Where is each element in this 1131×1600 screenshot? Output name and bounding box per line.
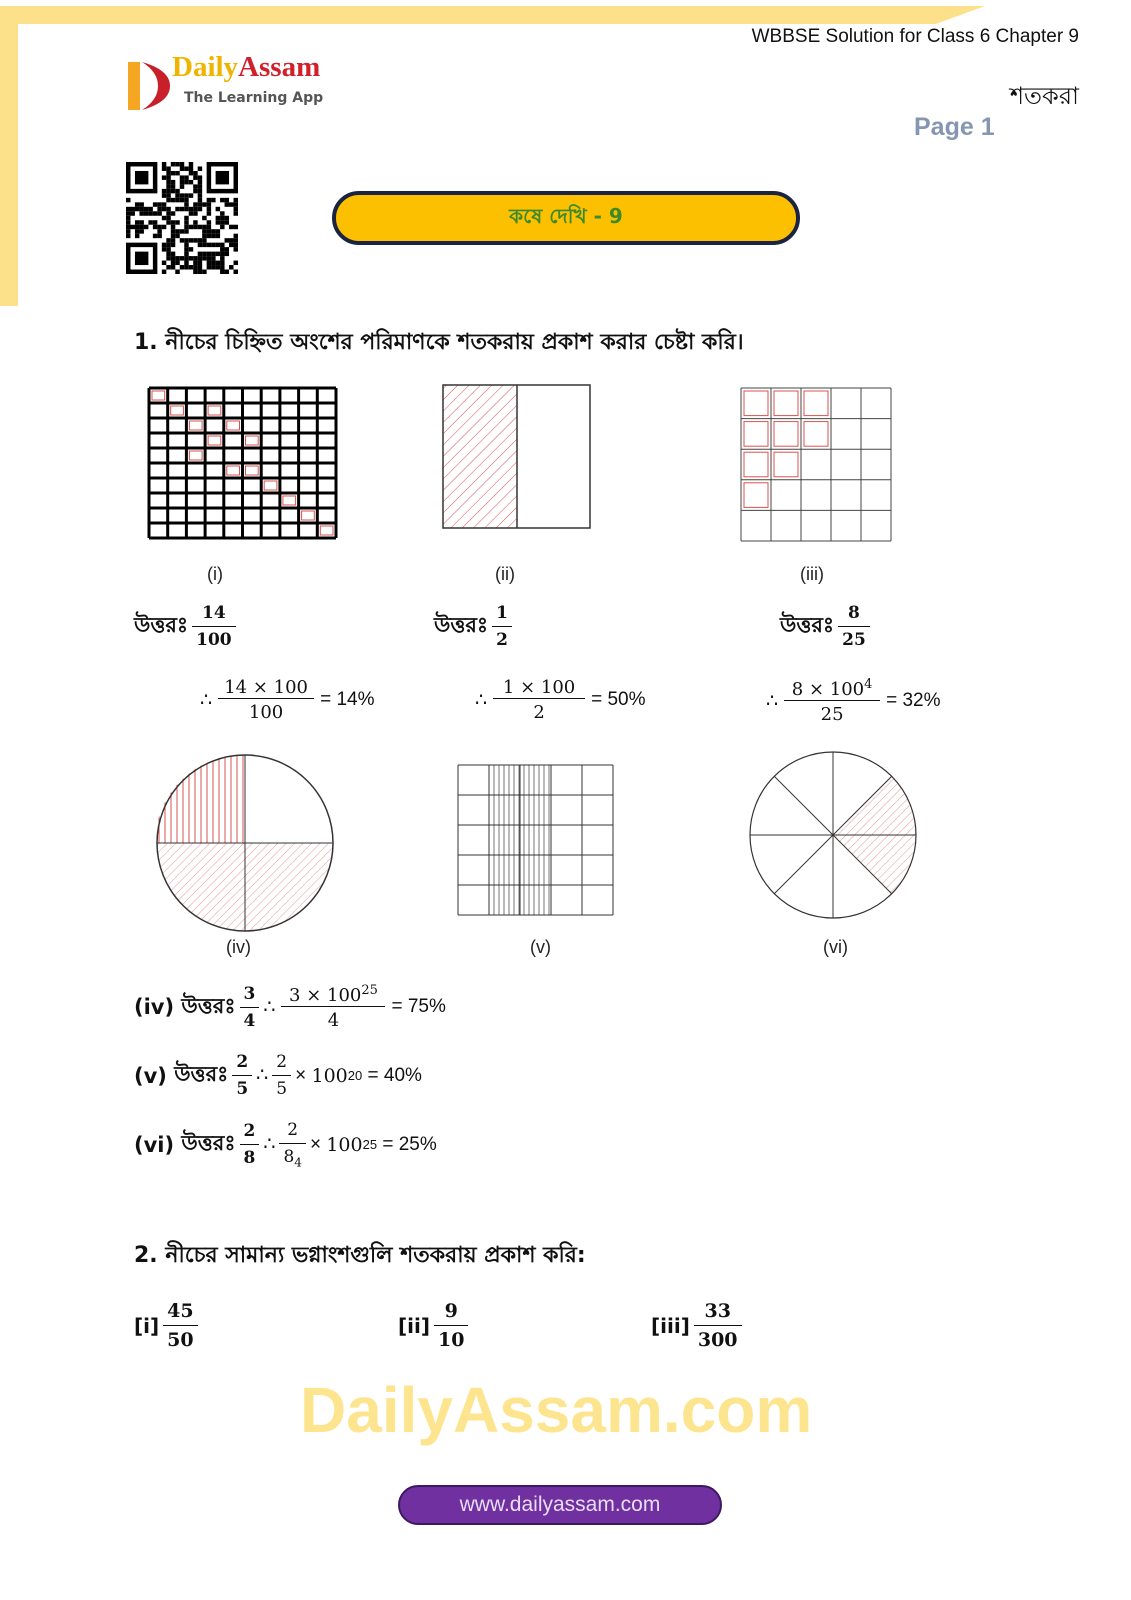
page-number: Page 1 [914, 113, 995, 141]
figure-label-iv: (iv) [226, 937, 251, 957]
watermark: DailyAssam.com [300, 1374, 813, 1446]
qr-code[interactable] [126, 162, 238, 274]
header-title: WBBSE Solution for Class 6 Chapter 9 [751, 26, 1079, 47]
section-title-banner: কষে দেখি - 9 [332, 191, 800, 245]
figure-vi-circle [746, 748, 920, 922]
figure-label-i: (i) [207, 564, 223, 584]
figure-i-grid [146, 385, 340, 541]
header-topic: শতকরা [1009, 82, 1079, 110]
question-2: 2. নীচের সামান্য ভগ্নাংশগুলি শতকরায় প্রকাশ করি: [134, 1243, 586, 1268]
figure-label-ii: (ii) [495, 564, 515, 584]
calc-ii: ∴ $\frac{1 \times 100}{2}$ = 50% [475, 677, 646, 723]
left-decor-bar [0, 6, 18, 306]
answer-ii: উত্তরঃ $\frac{1}{2}$ [434, 603, 516, 650]
top-decor-bar [0, 6, 985, 24]
figure-ii-rectangle [440, 380, 594, 532]
q2-item-i: [i] $\frac{45}{50}$ [134, 1300, 202, 1351]
logo-brand: DailyAssam [172, 51, 321, 83]
figure-label-vi: (vi) [823, 937, 848, 957]
q2-item-iii: [iii] $\frac{33}{300}$ [651, 1300, 746, 1351]
calc-i: ∴ $\frac{14 \times 100}{100}$ = 14% [200, 677, 375, 723]
figure-label-v: (v) [530, 937, 551, 957]
calc-iii: ∴ $\frac{8 \times 100^4}{25}$ = 32% [766, 677, 941, 725]
logo-d-icon [128, 60, 170, 112]
question-1: 1. নীচের চিহ্নিত অংশের পরিমাণকে শতকরায় প্রকাশ করার চেষ্টা করি। [134, 330, 744, 355]
answer-i: উত্তরঃ $\frac{14}{100}$ [134, 603, 240, 650]
answer-vi: (vi) উত্তরঃ $\frac{2}{8}$ ∴ $\frac{2}{8_4}$ × 100 25 = 25% [134, 1120, 437, 1170]
figure-iv-circle [150, 750, 340, 936]
answer-v: (v) উত্তরঃ $\frac{2}{5}$ ∴ $\frac{2}{5}$ × 100 20 = 40% [134, 1052, 422, 1099]
answer-iii: উত্তরঃ $\frac{8}{25}$ [780, 603, 874, 650]
q2-item-ii: [ii] $\frac{9}{10}$ [398, 1300, 472, 1351]
figure-iii-grid [738, 385, 894, 545]
logo-tagline: The Learning App [184, 90, 324, 106]
figure-label-iii: (iii) [800, 564, 824, 584]
answer-iv: (iv) উত্তরঃ $\frac{3}{4}$ ∴ $\frac{3 \times 100^{25}}{4}$ = 75% [134, 983, 446, 1031]
figure-v-grid [455, 762, 617, 920]
footer-website-link[interactable]: www.dailyassam.com [398, 1485, 722, 1525]
